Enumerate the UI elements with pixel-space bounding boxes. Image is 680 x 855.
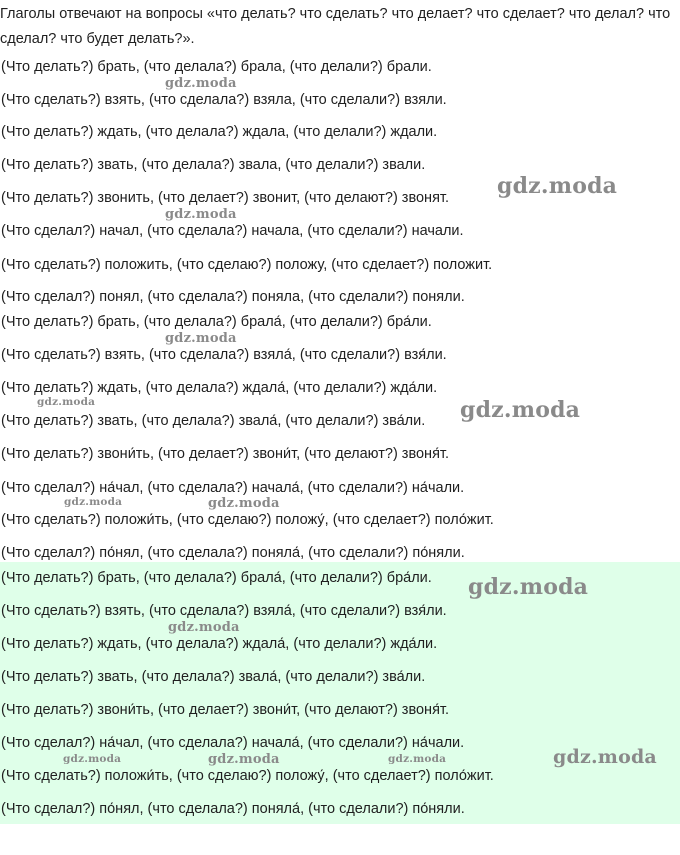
watermark: gdz.moda bbox=[37, 396, 96, 408]
plain-line: (Что сделал?) начал, (что сделала?) начала, (что сделали?) начали. bbox=[1, 223, 464, 239]
stressed-line: (Что сделать?) положи́ть, (что сделаю?) положу́, (что сделает?) поло́жит. bbox=[1, 512, 494, 528]
answer-line: (Что сделал?) по́нял, (что сделала?) поняла́, (что сделали?) по́няли. bbox=[1, 801, 465, 817]
watermark: gdz.moda bbox=[460, 397, 581, 423]
watermark: gdz.moda bbox=[208, 496, 280, 511]
stressed-line: (Что сделать?) взять, (что сделала?) взяла́, (что сделали?) взя́ли. bbox=[1, 347, 447, 363]
watermark: gdz.moda bbox=[388, 753, 447, 765]
answer-line: (Что делать?) звони́ть, (что делает?) звони́т, (что делают?) звоня́т. bbox=[1, 702, 449, 718]
watermark: gdz.moda bbox=[165, 76, 237, 91]
plain-line: (Что сделать?) взять, (что сделала?) взяла, (что сделали?) взяли. bbox=[1, 92, 447, 108]
answer-line: (Что делать?) ждать, (что делала?) ждала́, (что делали?) жда́ли. bbox=[1, 636, 438, 652]
watermark: gdz.moda bbox=[497, 173, 618, 199]
watermark: gdz.moda bbox=[165, 331, 237, 346]
watermark: gdz.moda bbox=[208, 752, 280, 767]
intro-paragraph: Глаголы отвечают на вопросы «что делать? что сделать? что делает? что сделает? что делал? что сделал? что будет делать?». bbox=[0, 6, 671, 47]
answer-line: (Что делать?) брать, (что делала?) брала́, (что делали?) бра́ли. bbox=[1, 570, 432, 586]
stressed-line: (Что делать?) звать, (что делала?) звала́, (что делали?) зва́ли. bbox=[1, 413, 426, 429]
stressed-line: (Что сделал?) по́нял, (что сделала?) поняла́, (что сделали?) по́няли. bbox=[1, 545, 465, 561]
plain-line: (Что сделать?) положить, (что сделаю?) положу, (что сделает?) положит. bbox=[1, 257, 493, 273]
stressed-line: (Что сделал?) на́чал, (что сделала?) начала́, (что сделали?) на́чали. bbox=[1, 480, 465, 496]
watermark: gdz.moda bbox=[165, 207, 237, 222]
stressed-line: (Что делать?) ждать, (что делала?) ждала́, (что делали?) жда́ли. bbox=[1, 380, 438, 396]
plain-line: (Что делать?) ждать, (что делала?) ждала, (что делали?) ждали. bbox=[1, 124, 438, 140]
plain-line: (Что делать?) звонить, (что делает?) звонит, (что делают?) звонят. bbox=[1, 190, 449, 206]
answer-line: (Что сделал?) на́чал, (что сделала?) начала́, (что сделали?) на́чали. bbox=[1, 735, 465, 751]
watermark: gdz.moda bbox=[168, 620, 240, 635]
answer-line: (Что делать?) звать, (что делала?) звала́, (что делали?) зва́ли. bbox=[1, 669, 426, 685]
plain-line: (Что делать?) звать, (что делала?) звала, (что делали?) звали. bbox=[1, 157, 426, 173]
watermark: gdz.moda bbox=[468, 574, 589, 600]
watermark: gdz.moda bbox=[64, 496, 123, 508]
stressed-line: (Что делать?) брать, (что делала?) брала́, (что делали?) бра́ли. bbox=[1, 314, 432, 330]
answer-line: (Что сделать?) положи́ть, (что сделаю?) положу́, (что сделает?) поло́жит. bbox=[1, 768, 494, 784]
stressed-line: (Что делать?) звони́ть, (что делает?) звони́т, (что делают?) звоня́т. bbox=[1, 446, 449, 462]
answer-line: (Что сделать?) взять, (что сделала?) взяла́, (что сделали?) взя́ли. bbox=[1, 603, 447, 619]
plain-line: (Что делать?) брать, (что делала?) брала, (что делали?) брали. bbox=[1, 59, 432, 75]
watermark: gdz.moda bbox=[63, 753, 122, 765]
watermark: gdz.moda bbox=[553, 746, 657, 768]
plain-line: (Что сделал?) понял, (что сделала?) поняла, (что сделали?) поняли. bbox=[1, 289, 465, 305]
